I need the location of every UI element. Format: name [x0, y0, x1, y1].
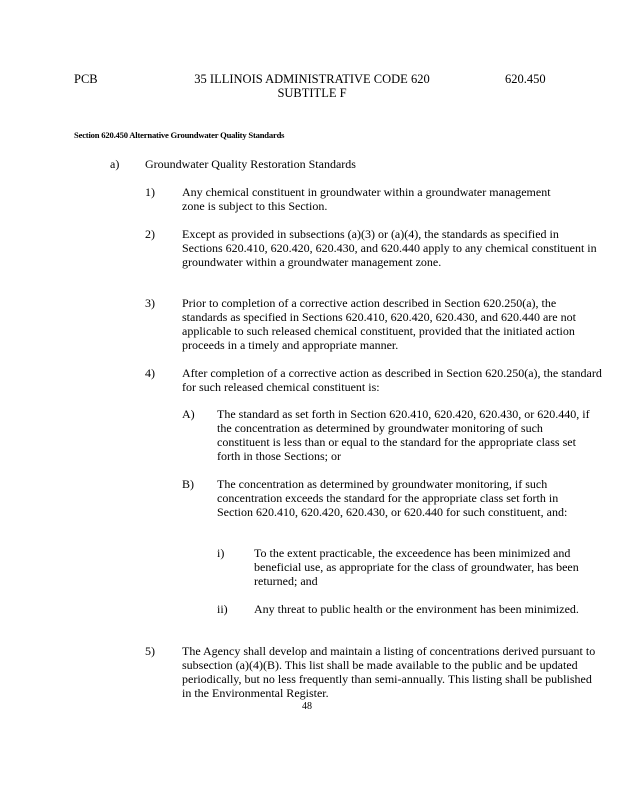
header-left: PCB — [74, 72, 98, 86]
item-4Bii-text: Any threat to public health or the environment has been minimized. — [254, 602, 579, 616]
item-5-text: The Agency shall develop and maintain a listing of concentrations derived pursuant to subsection (a)(4)(B). This list shall be made available to the public and be updated periodically, but no less frequently than semi-annually. This listing shall be published in the Environmental Register. — [182, 644, 596, 700]
subsection-a-label: a) — [110, 157, 120, 171]
subsection-a-title: Groundwater Quality Restoration Standards — [145, 157, 356, 171]
item-1-text: Any chemical constituent in groundwater within a groundwater management zone is subject to this Section. — [182, 185, 551, 213]
header-center-line2: SUBTITLE F — [277, 86, 347, 100]
section-title: Section 620.450 Alternative Groundwater Quality Standards — [74, 130, 285, 140]
item-4B-label: B) — [182, 477, 194, 491]
item-4A-label: A) — [182, 407, 195, 421]
item-5-label: 5) — [145, 644, 155, 658]
header-center-line1: 35 ILLINOIS ADMINISTRATIVE CODE 620 — [194, 72, 430, 86]
item-3-text: Prior to completion of a corrective action described in Section 620.250(a), the standards as specified in Sections 620.410, 620.420, 620.430, and 620.440 are not applicable to such released chemical constituent, provided that the initiated action proceeds in a timely and appropriate manner. — [182, 296, 576, 352]
header-right: 620.450 — [505, 72, 546, 86]
item-4Bi-text: To the extent practicable, the exceedence has been minimized and beneficial use, as appropriate for the class of groundwater, has been returned; and — [254, 546, 579, 588]
item-4-text: After completion of a corrective action as described in Section 620.250(a), the standard for such released chemical constituent is: — [182, 366, 602, 394]
item-4A-text: The standard as set forth in Section 620.410, 620.420, 620.430, or 620.440, if the concentration as determined by groundwater monitoring of such constituent is less than or equal to the standard for the appropriate class set forth in those Sections; or — [217, 407, 590, 463]
item-4B-text: The concentration as determined by groundwater monitoring, if such concentration exceeds the standard for the appropriate class set forth in Section 620.410, 620.420, 620.430, or 620.440 for such constituent, and: — [217, 477, 568, 519]
item-4Bii-label: ii) — [217, 602, 228, 616]
page-number: 48 — [302, 701, 312, 712]
item-3-label: 3) — [145, 296, 155, 310]
item-1-label: 1) — [145, 185, 155, 199]
item-4-label: 4) — [145, 366, 155, 380]
item-2-label: 2) — [145, 227, 155, 241]
item-4Bi-label: i) — [217, 546, 225, 560]
item-2-text: Except as provided in subsections (a)(3) or (a)(4), the standards as specified in Sections 620.410, 620.420, 620.430, and 620.440 apply to any chemical constituent in groundwater within a groundwater management zone. — [182, 227, 597, 269]
